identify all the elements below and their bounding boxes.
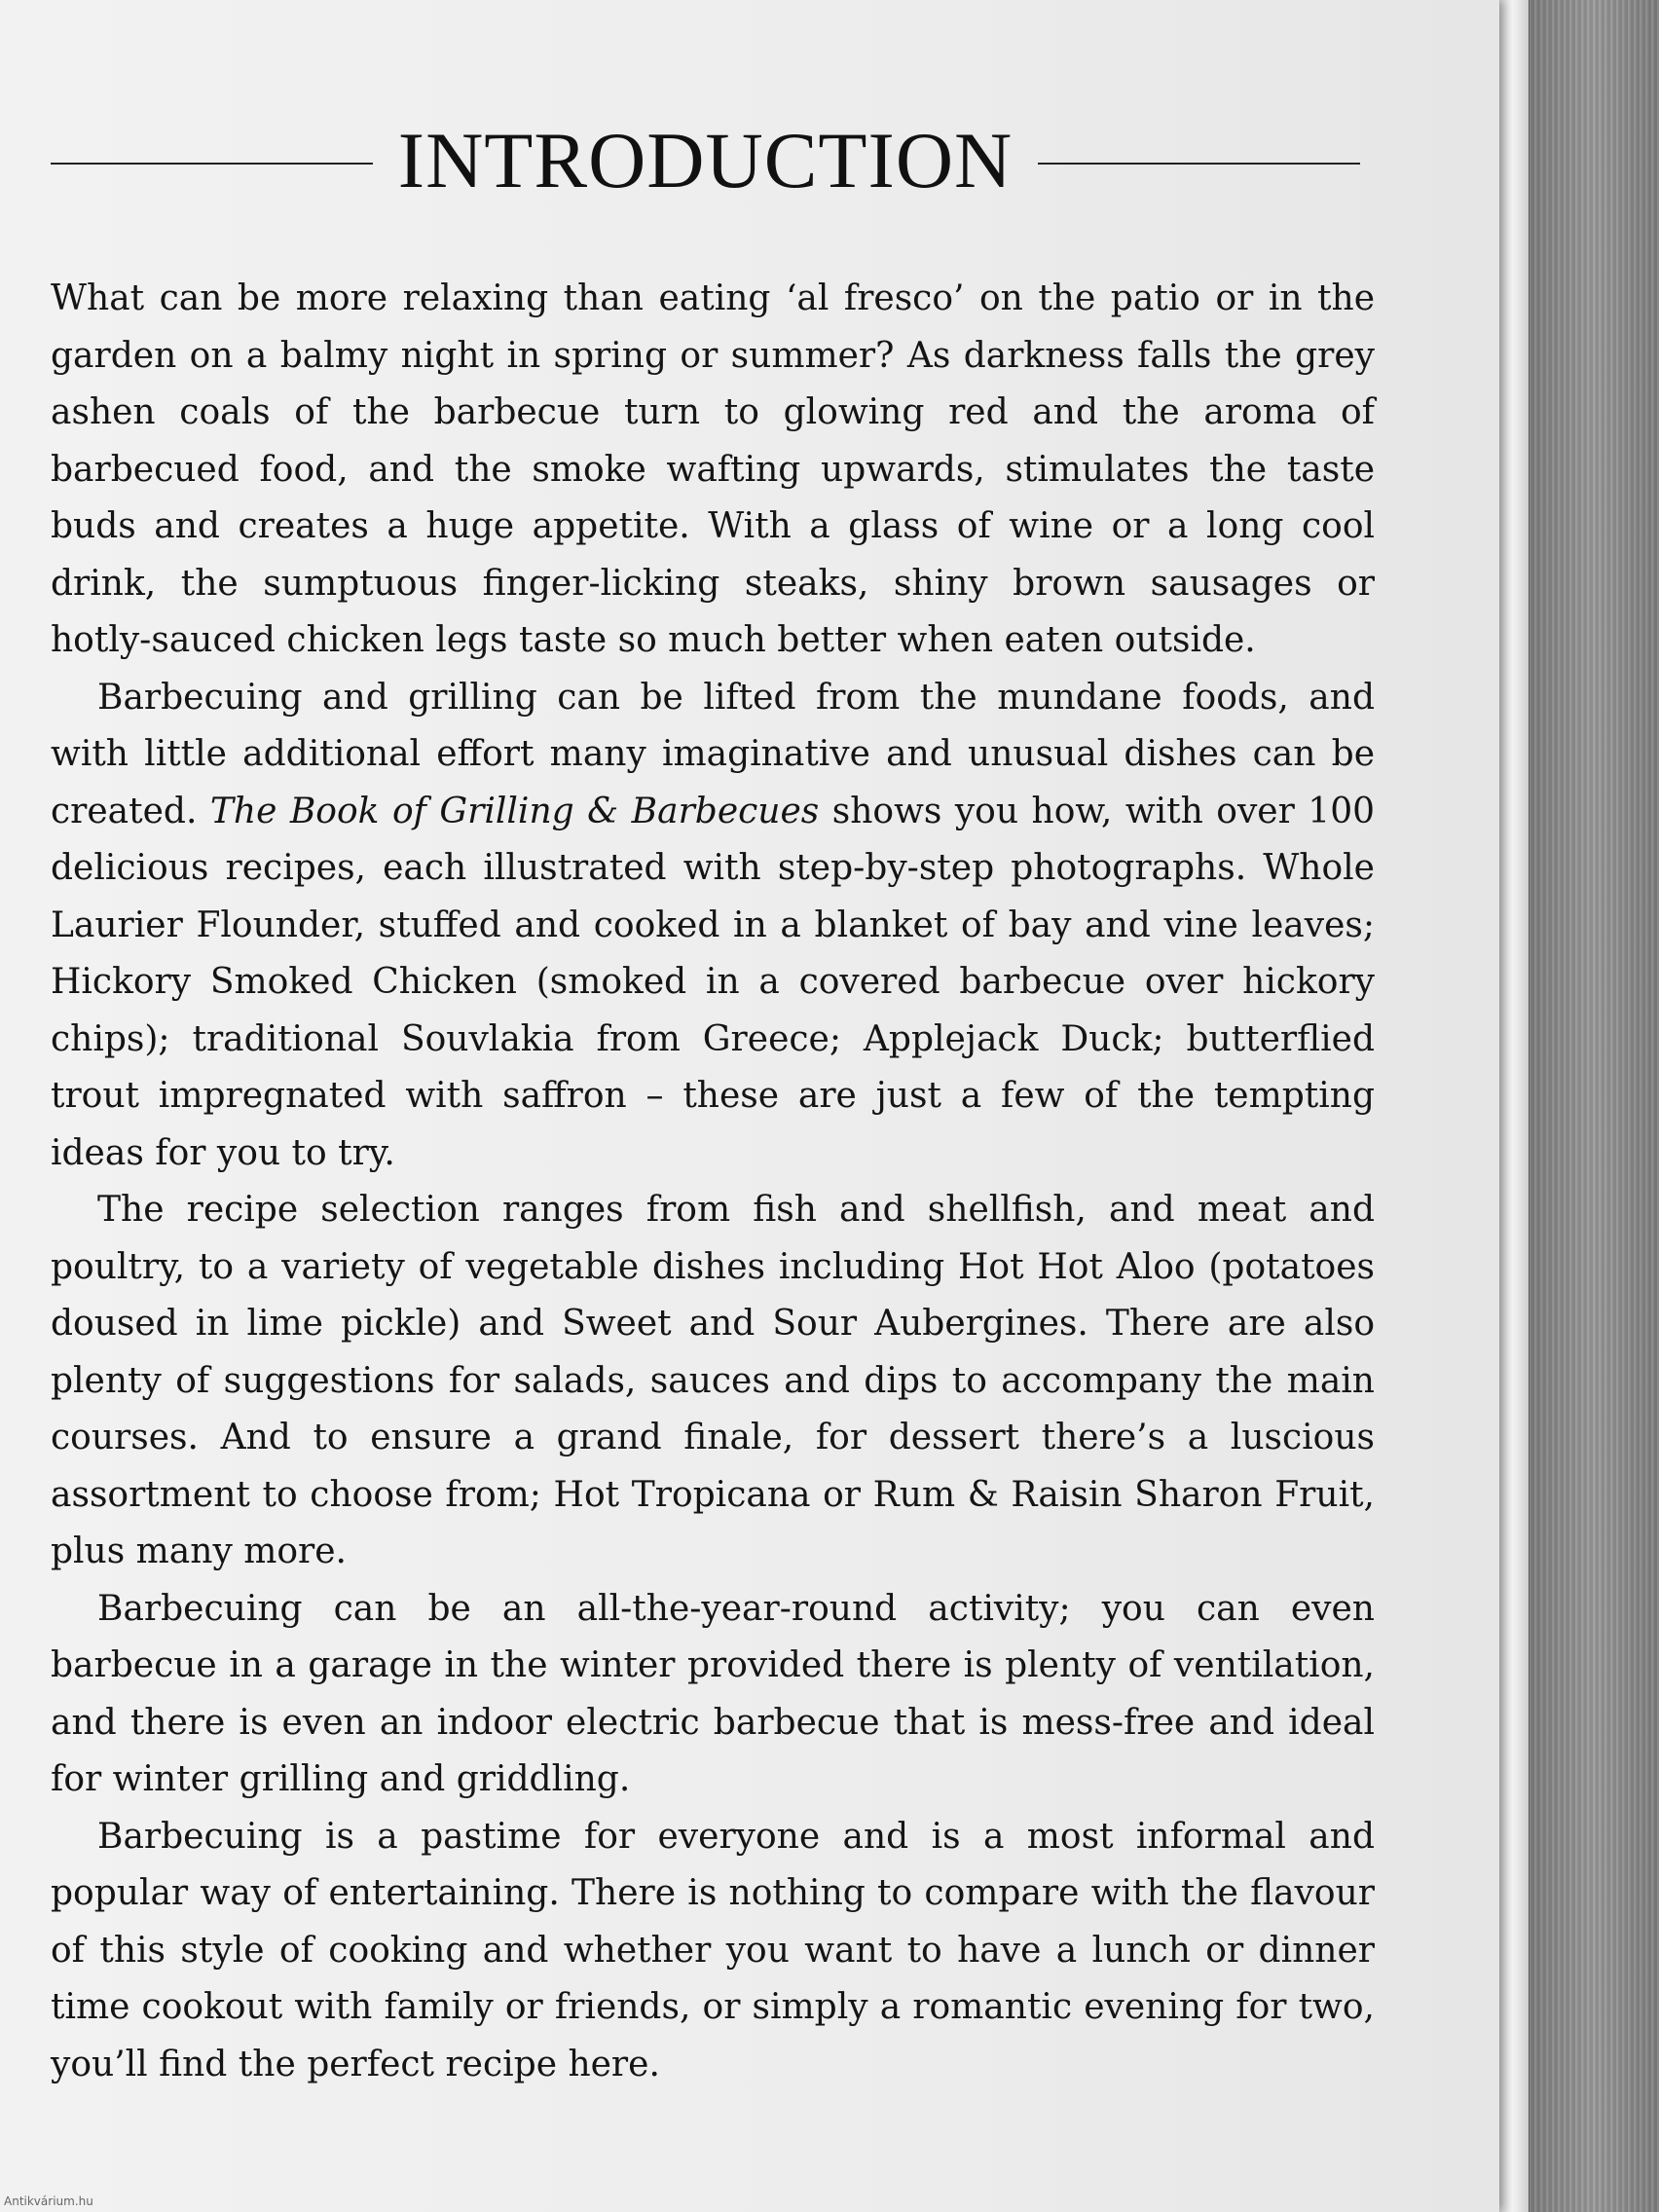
paragraph-2: [51, 670, 1375, 1183]
intro-text: [51, 271, 1375, 2093]
paragraph-2-text-after: shows you how, with over 100 delicious recipes, each illustrated with step-by-step photographs. Whole Laurier Flounder, stuffed and cooked in a blanket of bay and vine leaves; Hickory Smoked Chicken (smoked in a covered barbecue over hickory chips); traditional Souvlakia from Greece; Applejack Duck; butterflied trout impregnated with saffron – these are just a few of the tempting ideas for you to try.: [51, 791, 1375, 1173]
title-rule-left: [51, 163, 373, 165]
title-rule-right: [1038, 163, 1360, 165]
page-title: INTRODUCTION: [397, 116, 1014, 204]
background-surface: [1529, 0, 1659, 2212]
book-title: The Book of Grilling & Barbecues: [209, 791, 820, 831]
paragraph-2-text-before: Barbecuing and grilling can be lifted from the mundane foods, and with little additional effort many imaginative and unusual dishes can be created.: [51, 677, 1375, 831]
watermark: Antikvárium.hu: [4, 2194, 93, 2208]
paragraph-5: Barbecuing is a pastime for everyone and is a most informal and popular way of entertaining. There is nothing to compare with the flavour of this style of cooking and whether you want to have a lunch or dinner time cookout with family or friends, or simply a romantic evening for two, you’ll find the perfect recipe here.: [51, 1816, 1375, 2084]
page-edge: [1499, 0, 1530, 2212]
title-row: [51, 107, 1360, 214]
paragraph-1: What can be more relaxing than eating ‘al fresco’ on the patio or in the garden on a balmy night in spring or summer? As darkness falls the grey ashen coals of the barbecue turn to glowing red and the aroma of barbecued food, and the smoke wafting upwards, stimulates the taste buds and creates a huge appetite. With a glass of wine or a long cool drink, the sumptuous finger-licking steaks, shiny brown sausages or hotly-sauced chicken legs taste so much better when eaten outside.: [51, 278, 1375, 660]
paragraph-3: The recipe selection ranges from fish and shellfish, and meat and poultry, to a variety of vegetable dishes including Hot Hot Aloo (potatoes doused in lime pickle) and Sweet and Sour Aubergines. There are also plenty of suggestions for salads, sauces and dips to accompany the main courses. And to ensure a grand finale, for dessert there’s a luscious assortment to choose from; Hot Tropicana or Rum & Raisin Sharon Fruit, plus many more.: [51, 1190, 1375, 1571]
paragraph-4: Barbecuing can be an all-the-year-round activity; you can even barbecue in a garage in the winter provided there is plenty of ventilation, and there is even an indoor electric barbecue that is mess-free and ideal for winter grilling and griddling.: [51, 1588, 1375, 1799]
